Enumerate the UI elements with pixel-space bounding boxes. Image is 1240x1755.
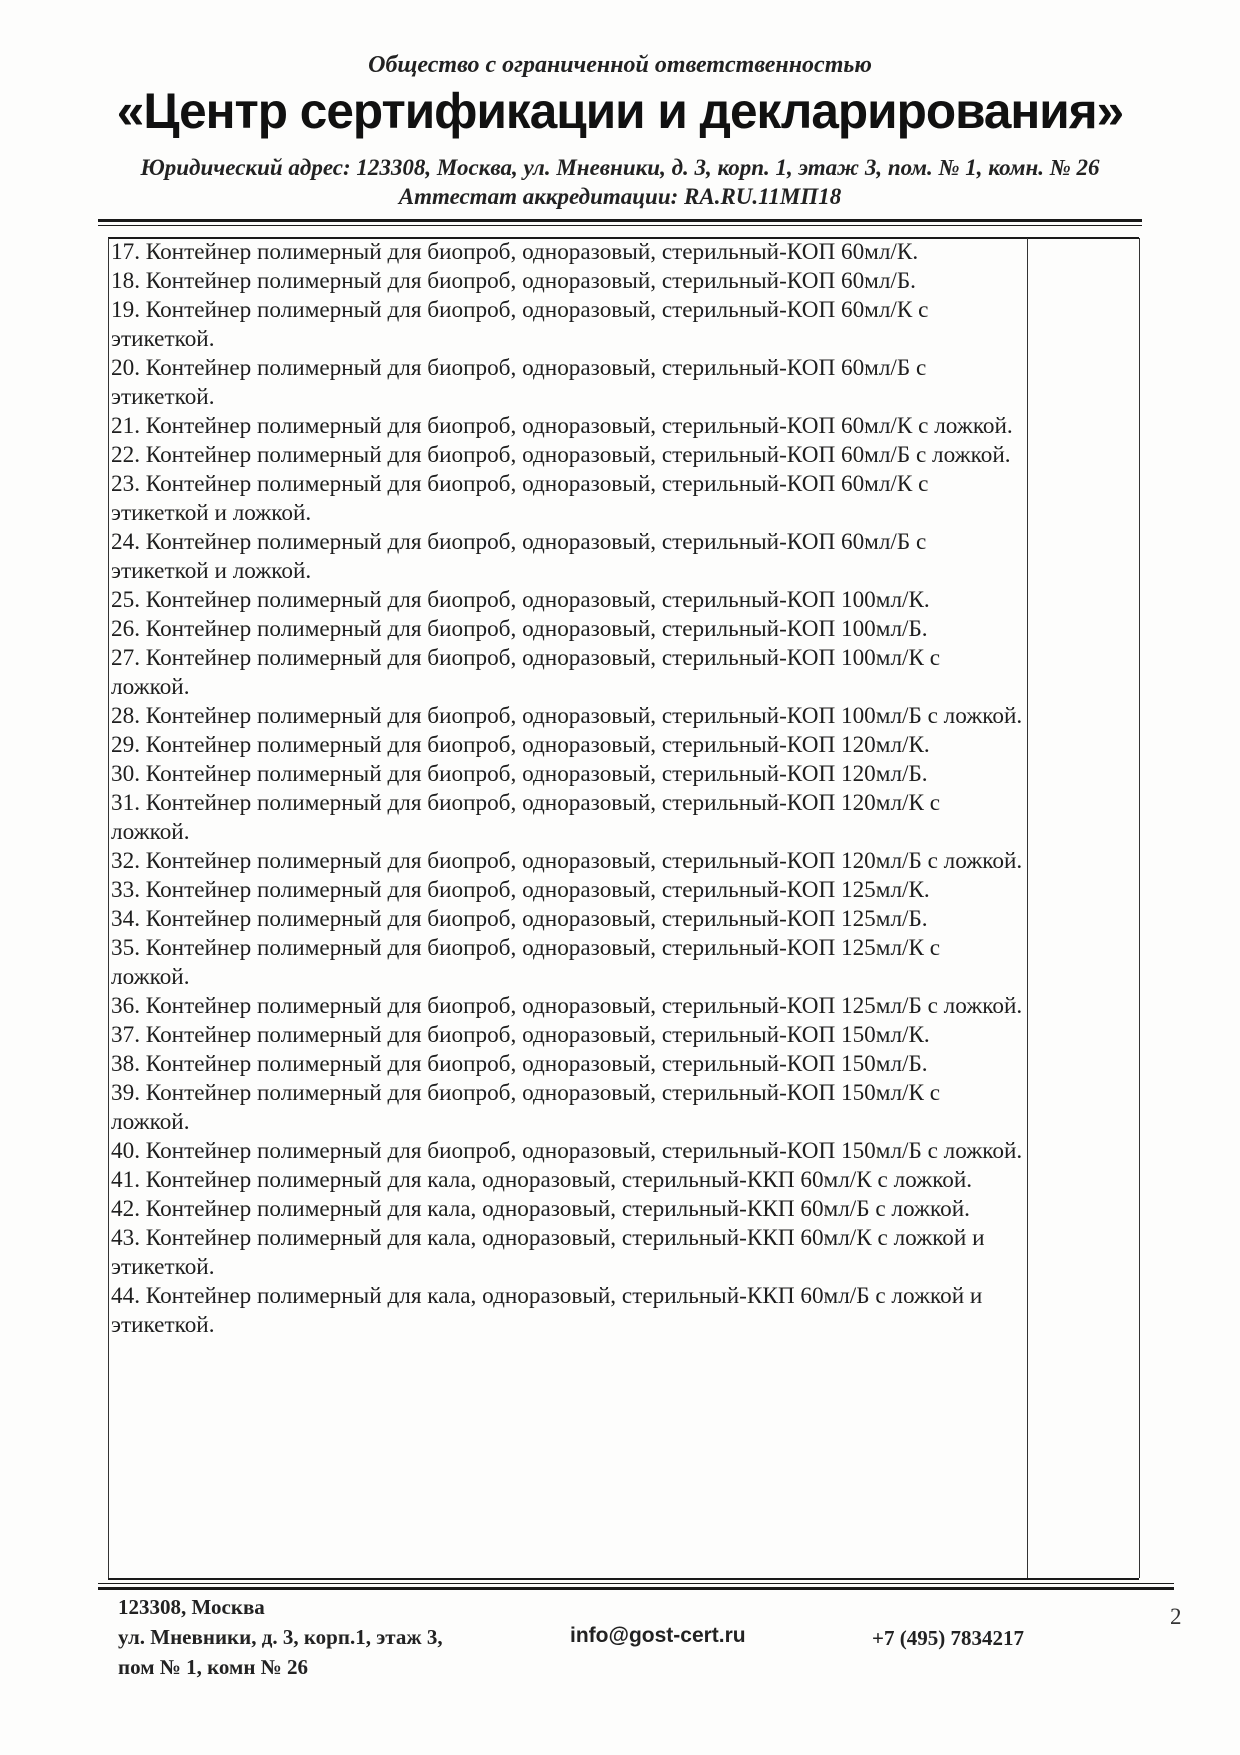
- org-name: «Центр сертификации и декларирования»: [116, 83, 1124, 139]
- list-item: 17. Контейнер полимерный для биопроб, одноразовый, стерильный-КОП 60мл/К.: [111, 239, 919, 265]
- list-item: 42. Контейнер полимерный для кала, одноразовый, стерильный-ККП 60мл/Б с ложкой.: [111, 1196, 970, 1222]
- footer-email-link[interactable]: info@gost-cert.ru: [570, 1624, 746, 1647]
- list-item: 39. Контейнер полимерный для биопроб, одноразовый, стерильный-КОП 150мл/К с ложкой.: [111, 1080, 941, 1135]
- list-item: 37. Контейнер полимерный для биопроб, одноразовый, стерильный-КОП 150мл/К.: [111, 1022, 930, 1048]
- list-item: 34. Контейнер полимерный для биопроб, одноразовый, стерильный-КОП 125мл/Б.: [111, 906, 928, 932]
- list-item: 23. Контейнер полимерный для биопроб, одноразовый, стерильный-КОП 60мл/К с этикеткой и ложкой.: [111, 471, 929, 526]
- list-item: 35. Контейнер полимерный для биопроб, одноразовый, стерильный-КОП 125мл/К с ложкой.: [111, 935, 941, 990]
- list-item: 19. Контейнер полимерный для биопроб, одноразовый, стерильный-КОП 60мл/К с этикеткой.: [111, 297, 929, 352]
- list-item: 25. Контейнер полимерный для биопроб, одноразовый, стерильный-КОП 100мл/К.: [111, 587, 930, 613]
- footer-address-line: ул. Мневники, д. 3, корп.1, этаж 3,: [118, 1625, 443, 1649]
- list-item: 43. Контейнер полимерный для кала, одноразовый, стерильный-ККП 60мл/К с ложкой и этикеткой.: [111, 1225, 985, 1280]
- list-item: 21. Контейнер полимерный для биопроб, одноразовый, стерильный-КОП 60мл/К с ложкой.: [111, 413, 1013, 439]
- list-item: 36. Контейнер полимерный для биопроб, одноразовый, стерильный-КОП 125мл/Б с ложкой.: [111, 993, 1023, 1019]
- list-item: 38. Контейнер полимерный для биопроб, одноразовый, стерильный-КОП 150мл/Б.: [111, 1051, 928, 1077]
- footer-rule-thin: [98, 1583, 1174, 1584]
- list-item: 29. Контейнер полимерный для биопроб, одноразовый, стерильный-КОП 120мл/К.: [111, 732, 930, 758]
- list-item: 32. Контейнер полимерный для биопроб, одноразовый, стерильный-КОП 120мл/Б с ложкой.: [111, 848, 1023, 874]
- org-type: Общество с ограниченной ответственностью: [368, 52, 872, 78]
- list-item: 41. Контейнер полимерный для кала, одноразовый, стерильный-ККП 60мл/К с ложкой.: [111, 1167, 973, 1193]
- list-item: 24. Контейнер полимерный для биопроб, одноразовый, стерильный-КОП 60мл/Б с этикеткой и ложкой.: [111, 529, 927, 584]
- accreditation: Аттестат аккредитации: RA.RU.11МП18: [398, 184, 842, 209]
- footer-address: [118, 1592, 443, 1682]
- list-item: 30. Контейнер полимерный для биопроб, одноразовый, стерильный-КОП 120мл/Б.: [111, 761, 928, 787]
- list-item: 22. Контейнер полимерный для биопроб, одноразовый, стерильный-КОП 60мл/Б с ложкой.: [111, 442, 1011, 468]
- list-item: 40. Контейнер полимерный для биопроб, одноразовый, стерильный-КОП 150мл/Б с ложкой.: [111, 1138, 1023, 1164]
- footer-address-line: 123308, Москва: [118, 1595, 265, 1619]
- table-bottom-border: [108, 1578, 1139, 1580]
- list-item: 27. Контейнер полимерный для биопроб, одноразовый, стерильный-КОП 100мл/К с ложкой.: [111, 645, 941, 700]
- legal-address: Юридический адрес: 123308, Москва, ул. Мневники, д. 3, корп. 1, этаж 3, пом. № 1, комн. № 26: [140, 155, 1100, 180]
- column-divider: [1027, 238, 1028, 1578]
- items-table: [108, 238, 1140, 1578]
- header-rule-thin: [98, 225, 1142, 226]
- page-number: 2: [1170, 1604, 1182, 1629]
- list-item: 26. Контейнер полимерный для биопроб, одноразовый, стерильный-КОП 100мл/Б.: [111, 616, 928, 642]
- list-item: 33. Контейнер полимерный для биопроб, одноразовый, стерильный-КОП 125мл/К.: [111, 877, 930, 903]
- list-item: 28. Контейнер полимерный для биопроб, одноразовый, стерильный-КОП 100мл/Б с ложкой.: [111, 703, 1023, 729]
- header-rule-thick: [98, 219, 1142, 222]
- list-item: 44. Контейнер полимерный для кала, одноразовый, стерильный-ККП 60мл/Б с ложкой и этикеткой.: [111, 1283, 983, 1338]
- list-item: 31. Контейнер полимерный для биопроб, одноразовый, стерильный-КОП 120мл/К с ложкой.: [111, 790, 941, 845]
- footer-address-line: пом № 1, комн № 26: [118, 1655, 309, 1679]
- list-item: 18. Контейнер полимерный для биопроб, одноразовый, стерильный-КОП 60мл/Б.: [111, 268, 916, 294]
- items-list: [109, 238, 1023, 1578]
- footer-phone: +7 (495) 7834217: [872, 1626, 1024, 1650]
- footer-rule-thick: [98, 1587, 1174, 1590]
- list-item: 20. Контейнер полимерный для биопроб, одноразовый, стерильный-КОП 60мл/Б с этикеткой.: [111, 355, 927, 410]
